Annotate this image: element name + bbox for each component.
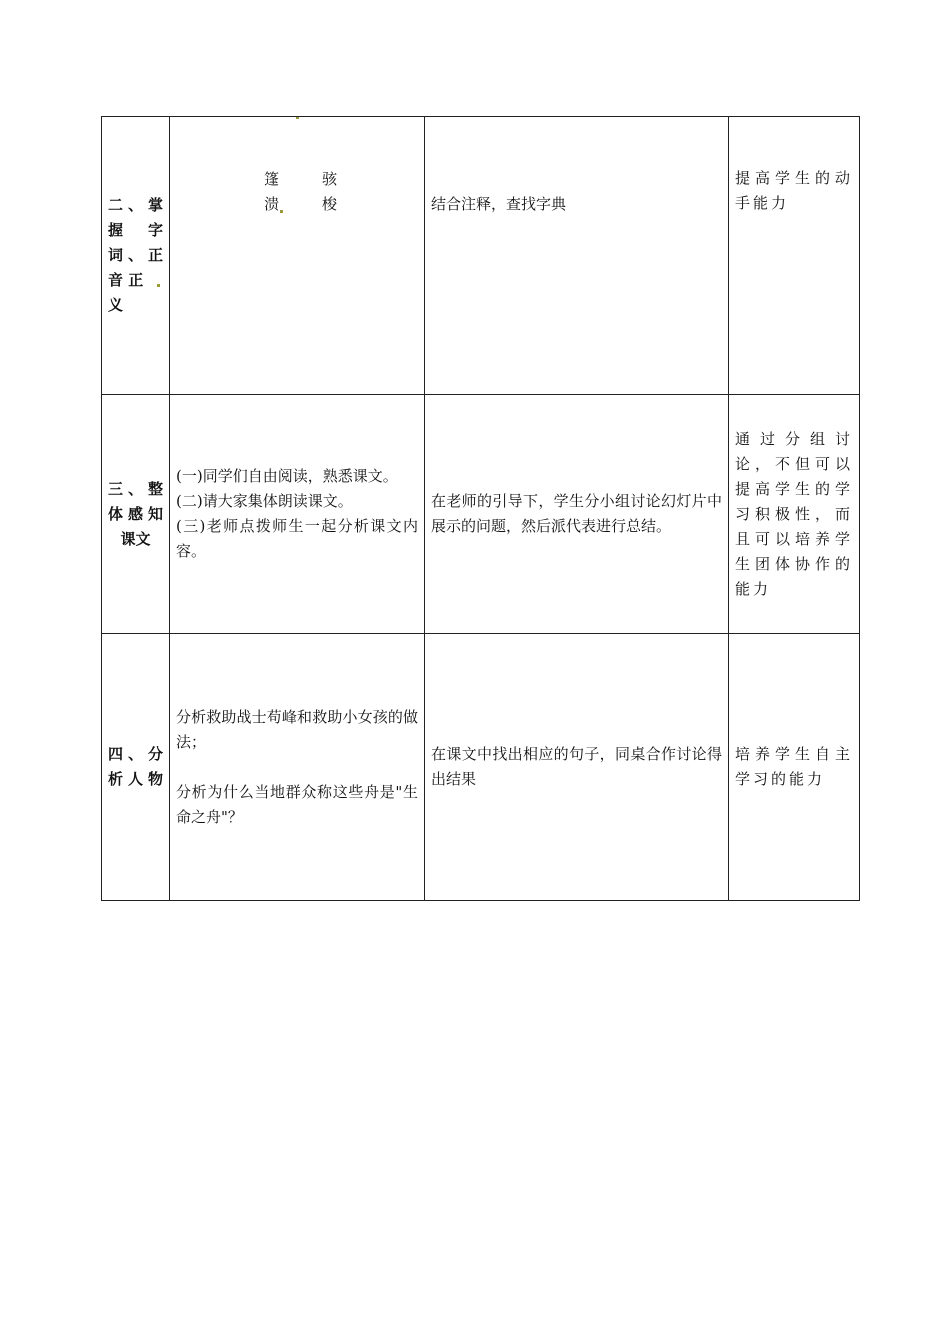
student-activity-text: 结合注释，查找字典: [431, 195, 567, 213]
design-intent-text: 通过分组讨论，不但可以提高学生的学习积极性，而且可以培养学生团体协作的能力: [735, 429, 853, 598]
design-intent-text: 培养学生自主学习的能力: [735, 745, 853, 788]
content-paragraph: 分析为什么当地群众称这些舟是"生命之舟"？: [176, 782, 418, 826]
vocabulary-char: 梭: [322, 195, 338, 213]
table-row: [102, 634, 860, 901]
design-intent-cell: [729, 117, 860, 395]
student-activity-cell: [425, 117, 729, 395]
step-cell: [102, 634, 170, 901]
table-row: [102, 117, 860, 395]
step-line: 体感知: [108, 504, 163, 523]
student-activity-cell: [425, 395, 729, 634]
step-line: 义: [108, 296, 124, 314]
student-activity-text: 在老师的引导下，学生分小组讨论幻灯片中展示的问题，然后派代表进行总结。: [431, 492, 722, 535]
vocabulary-char: 篷: [264, 170, 280, 188]
design-intent-text: 提高学生的动手能力: [735, 169, 853, 212]
content-line: (一)同学们自由阅读，熟悉课文。: [176, 467, 398, 485]
step-cell: [102, 395, 170, 634]
step-line: 课文: [120, 529, 151, 548]
student-activity-cell: [425, 634, 729, 901]
content-paragraph: 分析救助战士苟峰和救助小女孩的做法；: [176, 707, 418, 751]
design-intent-cell: [729, 634, 860, 901]
student-activity-text: 在课文中找出相应的句子，同桌合作讨论得出结果: [431, 745, 722, 788]
vocabulary-row: [264, 167, 418, 192]
vocabulary-list: [176, 117, 418, 217]
content-cell: [170, 117, 425, 395]
step-cell: [102, 117, 170, 395]
step-line: 四、分: [108, 745, 163, 763]
step-line: 二、掌: [108, 196, 163, 214]
step-line: 音 正: [108, 271, 144, 289]
content-line: (二)请大家集体朗读课文。: [176, 492, 353, 510]
step-line: 词、正: [108, 246, 163, 264]
vocabulary-row: [264, 192, 418, 217]
content-cell: [170, 395, 425, 634]
vocabulary-char: 骇: [322, 170, 338, 188]
content-line: (三)老师点拨师生一起分析课文内容。: [176, 517, 418, 560]
step-line: 析人物: [108, 770, 163, 788]
design-intent-cell: [729, 395, 860, 634]
vocabulary-char: 溃: [264, 195, 280, 213]
content-cell: [170, 634, 425, 901]
lesson-plan-table: [101, 116, 860, 901]
table-row: [102, 395, 860, 634]
step-line: 三、整: [108, 479, 163, 498]
step-line: 握 字: [108, 221, 163, 239]
